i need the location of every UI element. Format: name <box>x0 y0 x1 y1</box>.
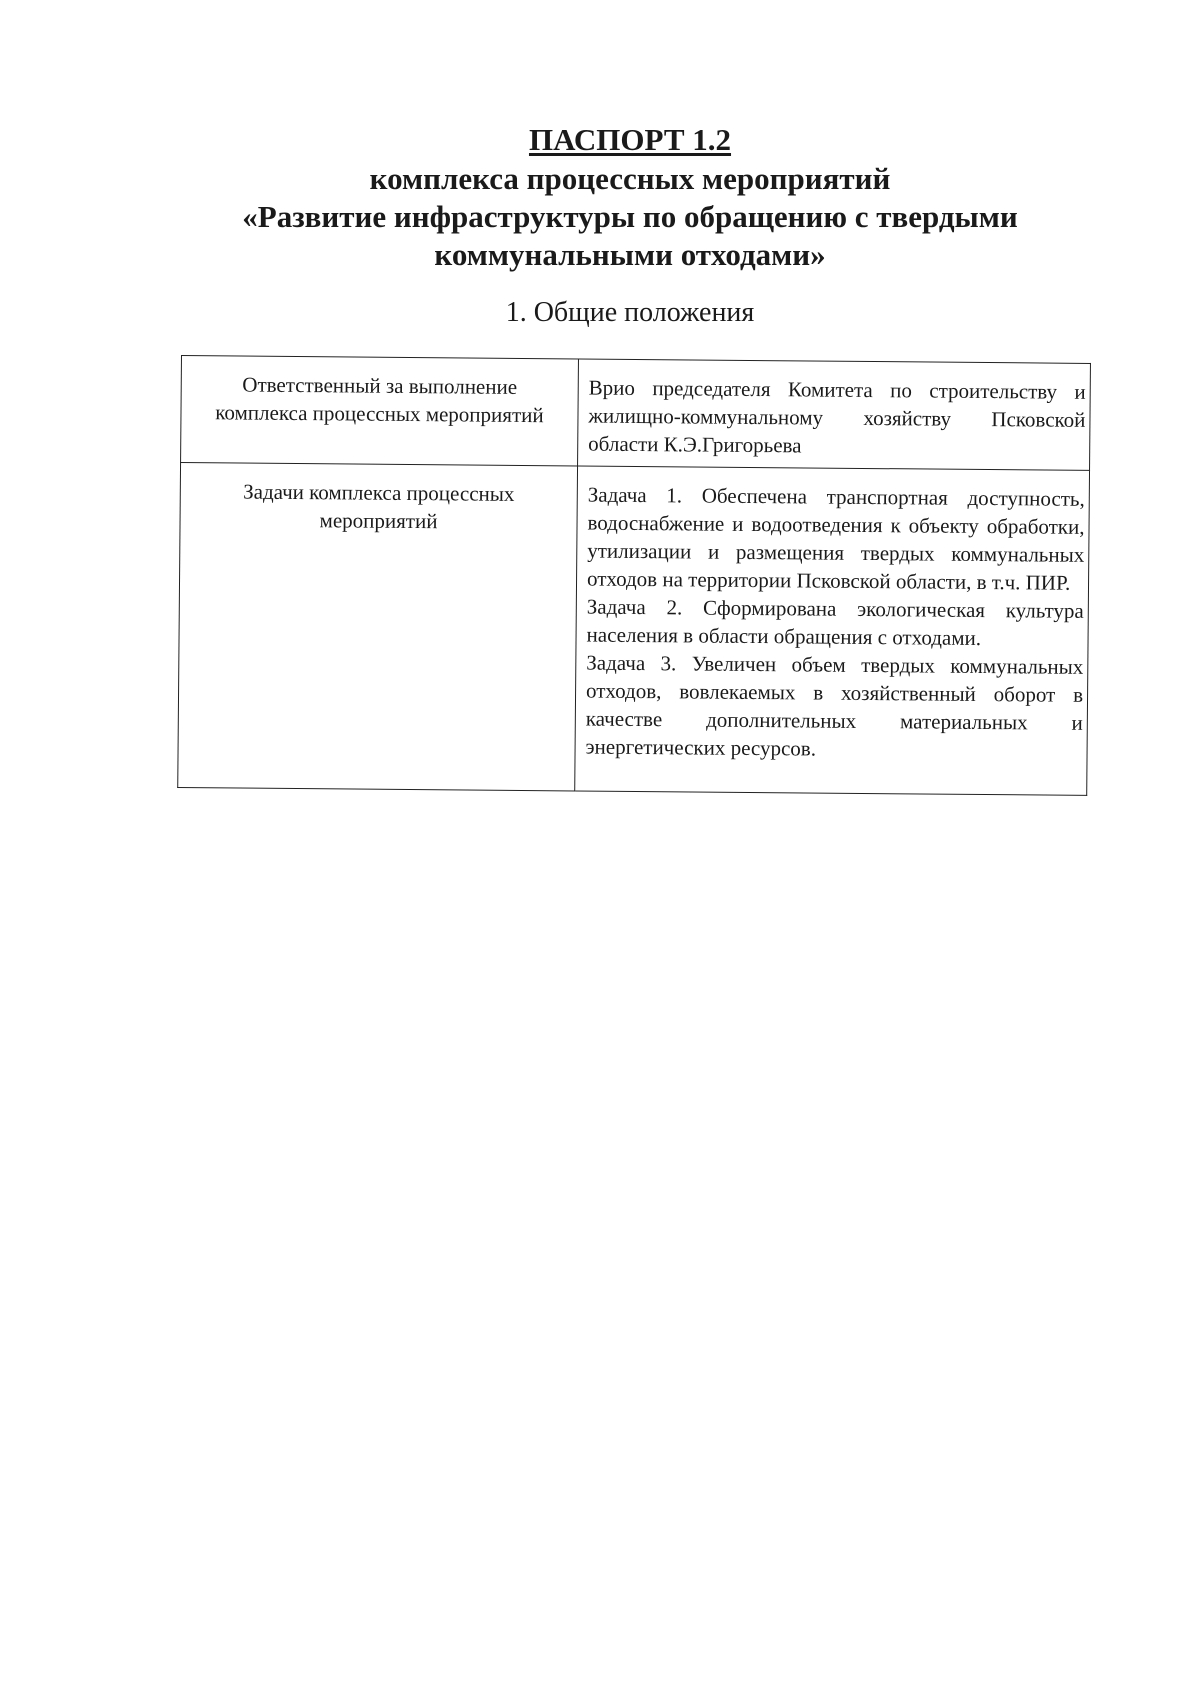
document-title-block <box>0 120 1200 274</box>
table-row <box>178 463 1090 796</box>
general-provisions-table <box>177 355 1091 796</box>
section-heading: 1. Общие положения <box>505 297 755 328</box>
table-row <box>181 356 1091 471</box>
document-number: ПАСПОРТ 1.2 <box>528 122 732 157</box>
row-label-tasks: Задачи комплекса процессных мероприятий <box>178 463 578 791</box>
title-line-1: комплекса процессных мероприятий <box>369 161 891 196</box>
task-item-1: Задача 1. Обеспечена транспортная доступность, водоснабжение и водоотведения к объекту обработки, утилизации и размещения твердых коммунальных отходов на территории Псковской области, в т.ч. ПИР. <box>586 482 1085 595</box>
row-value-tasks <box>575 466 1090 795</box>
task-item-3: Задача 3. Увеличен объем твердых коммунальных отходов, вовлекаемых в хозяйственный оборот в качестве дополнительных материальных и энергетических ресурсов. <box>585 650 1084 761</box>
row-label-responsible: Ответственный за выполнение комплекса процессных мероприятий <box>181 356 579 466</box>
row-value-responsible: Врио председателя Комитета по строительству и жилищно-коммунальному хозяйству Псковской области К.Э.Григорьева <box>578 359 1091 470</box>
task-item-2: Задача 2. Сформирована экологическая культура населения в области обращения с отходами. <box>586 594 1084 650</box>
title-line-2: «Развитие инфраструктуры по обращению с твердыми <box>242 199 1018 234</box>
title-line-3: коммунальными отходами» <box>434 237 826 272</box>
